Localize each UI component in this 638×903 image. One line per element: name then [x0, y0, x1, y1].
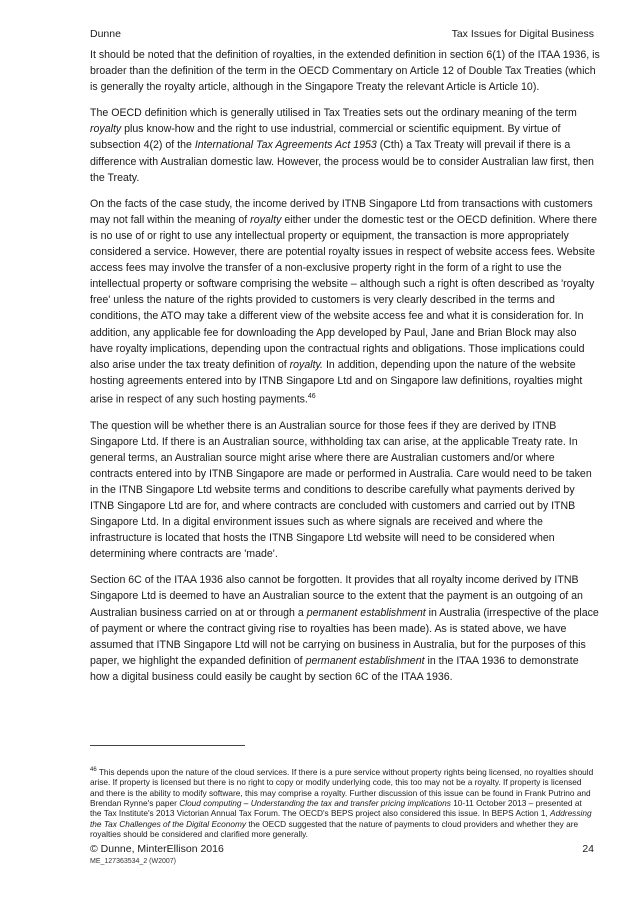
- body-paragraph: [90, 196, 600, 408]
- italic-text: permanent establishment: [305, 654, 425, 667]
- text-run: (Cth) a Tax Treaty will prevail if there is a difference with Australian domestic law. However, the process would be to consider Australian law first, then the Treaty.: [90, 139, 594, 184]
- text-run: In addition, depending upon the nature of the website hosting agreements entered into by ITNB Singapore Ltd and on Singapore law definitions, royalties might arise in respect of any such hosting payments.: [90, 358, 583, 406]
- footnote-46: [90, 765, 595, 840]
- footnote-separator: [90, 745, 245, 746]
- document-body: [90, 47, 600, 695]
- text-run: It should be noted that the definition of royalties, in the extended definition in section 6(1) of the ITAA 1936, is broader than the definition of the term in the OECD Commentary on Article 12 of Double Tax Treaties (which is generally the royalty article, although in the Singapore Treaty the relevant Article is Article 10).: [90, 49, 600, 94]
- text-run: This depends upon the nature of the cloud services. If there is a pure service without property rights being licensed, no royalties should arise. If property is licensed but there is no right to copy or modify underlying code, this too may not be a royalty. If property is licensed and there is the ability to modify software, this may comprise a royalty. Further discussion of this issue can be found in Frank Putrino and Brendan Rynne's paper: [90, 766, 594, 808]
- header-author: Dunne: [90, 28, 121, 40]
- text-run: Section 6C of the ITAA 1936 also cannot be forgotten. It provides that all royalty income derived by ITNB Singapore Ltd is deemed to have an Australian source to the extent that the payment is an outgoing of an Australian business carried on at or through a: [90, 574, 583, 619]
- text-run: The OECD definition which is generally utilised in Tax Treaties sets out the ordinary meaning of the term: [90, 107, 577, 120]
- body-paragraph: [90, 47, 600, 95]
- body-paragraph: [90, 572, 600, 685]
- footnote-ref: 46: [90, 767, 97, 773]
- header-title: Tax Issues for Digital Business: [451, 28, 594, 40]
- footnote-ref: 46: [307, 392, 316, 400]
- page-number: 24: [582, 843, 594, 855]
- text-run: either under the domestic test or the OECD definition. Where there is no use of or right to use any intellectual property or equipment, the transaction is more appropriately considered a service. However, there are potential royalty issues in respect of website access fees. Website access fees may involve the transfer of a non-exclusive property right in the form of a right to use the intellectual property or software comprising the website – although such a right is often described as 'royalty free' unless the nature of the rights provided to customers is very clearly described in the terms and conditions, the ATO may take a different view of the website access fee and what it is consideration for. In addition, any applicable fee for downloading the App developed by Paul, Jane and Brian Block may also have royalty implications, depending upon the contractual rights and obligations. Those implications could also arise under the tax treaty definition of: [90, 213, 597, 371]
- footer-copyright: © Dunne, MinterEllison 2016: [90, 843, 224, 855]
- footer-document-id: ME_127363534_2 (W2007): [90, 858, 177, 865]
- italic-text: royalty: [250, 213, 282, 226]
- text-run: plus know-how and the right to use industrial, commercial or scientific equipment. By virtue of subsection 4(2) of the: [90, 123, 561, 152]
- italic-text: royalty: [90, 123, 122, 136]
- text-run: the OECD suggested that the nature of payments to cloud providers and whether they are royalties should be considered and clarified more generally.: [90, 818, 579, 840]
- text-run: The question will be whether there is an Australian source for those fees if they are derived by ITNB Singapore Ltd. If there is an Australian source, withholding tax can arise, at the applicable Treaty rate. In general terms, an Australian source might arise where there are Australian customers and/or where contracts entered into by ITNB Singapore are made or performed in Australia. Care would need to be taken in the ITNB Singapore Ltd website terms and conditions to describe carefully what payments derived by ITNB Singapore Ltd are for, and where contracts are concluded with customers and carried out by ITNB Singapore Ltd. In a digital environment issues such as where signals are received and where the infrastructure is located that hosts the ITNB Singapore Ltd website will need to be considered when determining where contracts are 'made'.: [90, 419, 592, 561]
- italic-text: Addressing the Tax Challenges of the Digital Economy: [90, 808, 592, 829]
- italic-text: permanent establishment: [306, 606, 426, 619]
- body-paragraph: [90, 418, 600, 563]
- text-run: 10-11 October 2013 – presented at the Tax Institute's 2013 Victorian Annual Tax Forum. The OECD's BEPS project also considered this issue. In BEPS Action 1,: [90, 797, 582, 819]
- italic-text: Cloud computing – Understanding the tax and transfer pricing implications: [179, 797, 451, 808]
- italic-text: royalty.: [289, 358, 323, 371]
- italic-text: International Tax Agreements Act 1953: [194, 139, 377, 152]
- text-run: in the ITAA 1936 to demonstrate how a digital business could easily be caught by section 6C of the ITAA 1936.: [90, 654, 579, 683]
- text-run: in Australia (irrespective of the place of payment or where the contract giving rise to royalties has been made). As is stated above, we have assumed that ITNB Singapore Ltd will not be carrying on business in Australia, but for the purposes of this paper, we highlight the expanded definition of: [90, 606, 599, 667]
- text-run: On the facts of the case study, the income derived by ITNB Singapore Ltd from transactions with customers may not fall within the meaning of: [90, 197, 593, 226]
- body-paragraph: [90, 105, 600, 185]
